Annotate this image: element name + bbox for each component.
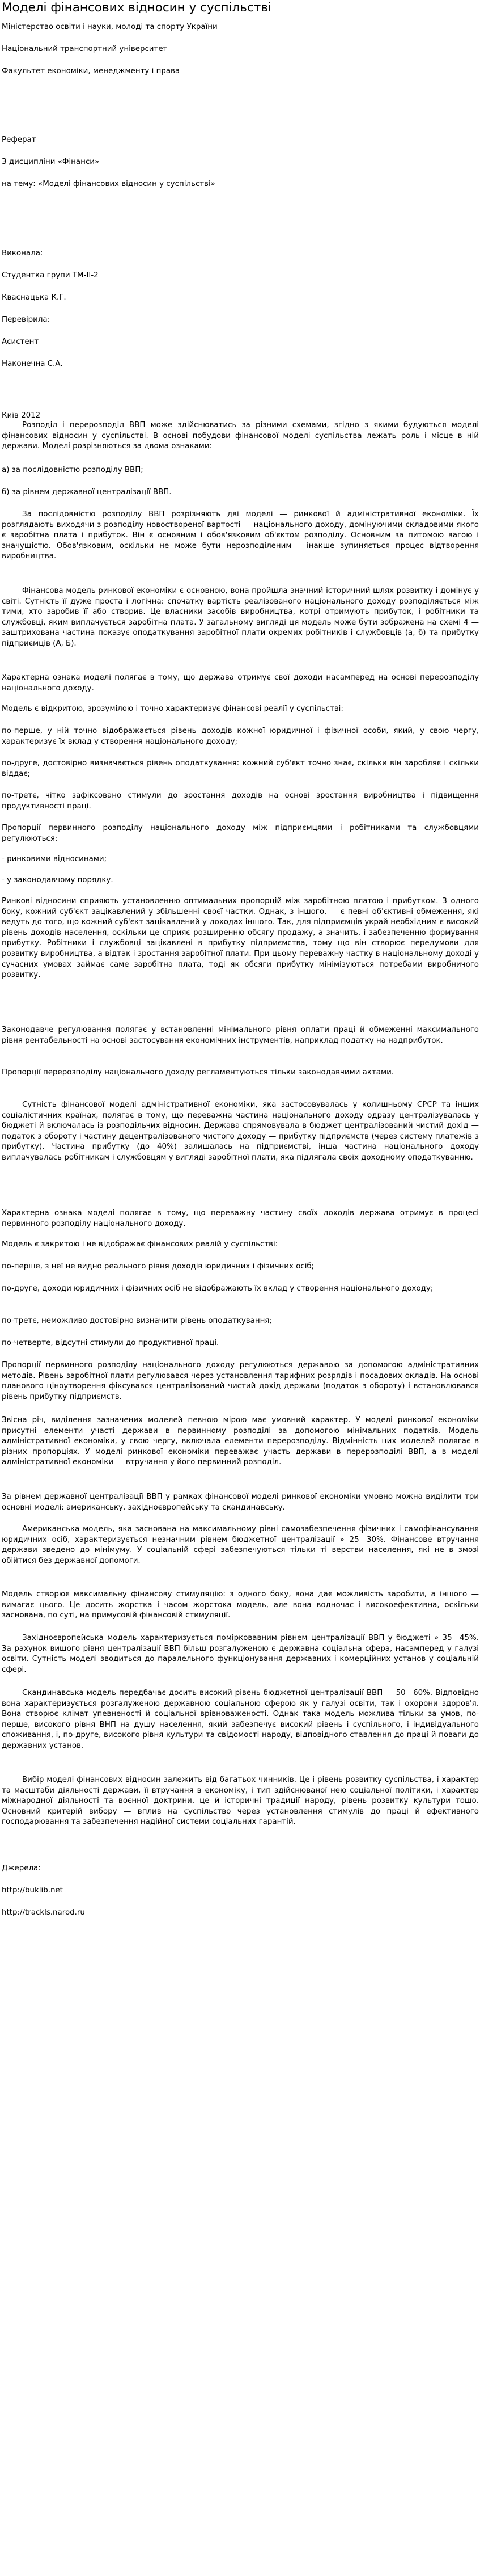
student-name: Кваснацька К.Г. [2,293,66,302]
reviewer-name: Наконечна С.А. [2,360,63,368]
university-line: Національний транспортний університет [2,45,168,53]
reviewer-position: Асистент [2,338,39,346]
reviewer-label: Перевірила: [2,315,50,324]
student-group: Студентка групи ТМ-ІІ-2 [2,271,99,280]
paragraph: Пропорції первинного розподілу національного доходу регулюються державою за допомогою адміністративних методів. Рівень заробітної плати регулювався через установлення тарифних розрядів і посадових окладів. На основі планового ціноутворення фіксувався централізований чистий дохід держави (податок з обороту) і встановлювався рівень прибутку підприємств. [2,1361,479,1401]
paragraph: Сутність фінансової моделі адміністративної економіки, яка застосовувалась у колишньому СРСР та інших соціалістичних країнах, полягає в тому, що переважна частина національного доходу одразу централізувалась у бюджеті й включалась із розподільчих відносин. Держава спрямовувала в бюджет централізований чистий дохід — податок з обороту і частину децентралізованого чистого доходу — прибутку підприємств (через систему платежів з прибутку). Частина прибутку (до 40%) залишалась на підприємстві, інша частина національного доходу виплачувалась робітникам і службовцям у вигляді заробітної плати, яка підлягала своїх доходному оподаткуванню. [2,1101,479,1162]
paragraph: по-перше, з неї не видно реального рівня доходів юридичних і фізичних осіб; [2,1262,315,1271]
paragraph: Модель є закритою і не відображає фінансових реалій у суспільстві: [2,1240,278,1249]
topic-line: на тему: «Моделі фінансових відносин у суспільстві» [2,180,215,188]
source-link[interactable]: http://buklib.net [2,1886,63,1895]
paragraph: по-перше, у ній точно відображається рівень доходів кожної юридичної і фізичної особи, який, у свою чергу, характеризує їх вклад у створення національного доходу; [2,727,479,746]
paragraph: За послідовністю розподілу ВВП розрізняють дві моделі — ринкової й адміністративної економіки. Їх розглядають виходячи з розподілу новоствореної вартості — національного доходу, домінуючими складовими якого є заробітна плата і прибуток. Він є основним і обов'язковим об'єктом розподілу. Основним за питомою вагою і значущістю. Обов'язковим, оскільки не може бути нерозподіленим – інакше зупиняється процес відтворення виробництва. [2,510,479,561]
sources-label: Джерела: [2,1864,41,1873]
paragraph: по-третє, чітко зафіксовано стимули до зростання доходів на основі зростання виробництва і підвищення продуктивності праці. [2,791,479,811]
source-link[interactable]: http://trackls.narod.ru [2,1908,85,1917]
faculty-line: Факультет економіки, менеджменту і права [2,67,180,75]
paragraph: а) за послідовністю розподілу ВВП; [2,466,143,474]
ministry-line: Міністерство освіти і науки, молоді та спорту України [2,23,218,31]
document-title: Моделі фінансових відносин у суспільстві [2,1,271,15]
paragraph: Західноєвропейська модель характеризується помірковавним рівнем централізації ВВП у бюджеті » 35—45%. За рахунок вищого рівня централізації ВВП більш розгалуженою є державна соціальна сфера, насамперед у галузі освіти. Сутність моделі зводиться до паралельного функціонування державних і комерційних установ у соціальній сфері. [2,1634,479,1674]
paragraph: Пропорції перерозподілу національного доходу регламентуються тільки законодавчими актами. [2,1068,394,1077]
paragraph: За рівнем державної централізації ВВП у рамках фінансової моделі ринкової економіки умовно можна виділити три основні моделі: американську, західноєвропейську та скандинавську. [2,1493,479,1512]
author-label: Виконала: [2,249,43,258]
paragraph: Законодавче регулювання полягає у встановленні мінімального рівня оплати праці й обмеженні максимального рівня рентабельності на основі застосування економічних інструментів, наприклад податку на надприбуток. [2,1026,479,1045]
paragraph: Модель є відкритою, зрозумілою і точно характеризує фінансові реалії у суспільстві: [2,705,343,713]
paragraph: Скандинавська модель передбачає досить високий рівень бюджетної централізації ВВП — 50—60%. Відповідно вона характеризується розгалуженою державною соціальною сферою як у галузі освіти, так і охорони здоров'я. Вона створює клімат упевненості й соціальної врівноваженості. Однак така модель можлива тільки за умов, по-перше, високого рівня ВНП на душу населення, який забезпечує високий рівень і суспільного, і індивідуального споживання, і, по-друге, високого рівня культури та свідомості народу, відповідного ставлення до праці й поваги до державних установ. [2,1689,479,1750]
paragraph: Звісна річ, виділення зазначених моделей певною мірою має умовний характер. У моделі ринкової економіки присутні елементи участі держави в первинному розподілі за допомогою мінімальних податків. Модель адміністративної економіки, у свою чергу, включала елементи перерозподілу. Відмінність цих моделей полягає в різних пропорціях. У моделі ринкової економіки переважає участь держави в перерозподілі ВВП, а в моделі адміністративної економіки — втручання у його первинний розподіл. [2,1416,479,1467]
paragraph: Характерна ознака моделі полягає в тому, що держава отримує свої доходи насамперед на основі перерозподілу національного доходу. [2,673,479,693]
paragraph: Модель створює максимальну фінансову стимуляцію: з одного боку, вона дає можливість заробити, а іншого — вимагає цього. Це досить жорстка і часом жорстока модель, але вона водночас і високоефективна, оскільки заснована, по суті, на примусовій фінансовій стимуляції. [2,1590,479,1620]
paragraph: Вибір моделі фінансових відносин залежить від багатьох чинників. Це і рівень розвитку суспільства, і характер та масштаби діяльності держави, її втручання в економіку, і тип здійснюваної нею соціальної політики, і характер міжнародної діяльності та воєнної доктрини, це й історичні традиції народу, рівень розвитку культури тощо. Основний критерій вибору — вплив на суспільство через установлення стимулів до праці й ефективного господарювання та забезпечення надійної системи соціальних гарантій. [2,1776,479,1827]
paragraph: по-друге, достовірно визначається рівень оподаткування: кожний суб'єкт точно знає, скільки він заробляє і скільки віддає; [2,759,479,778]
paragraph: - у законодавчому порядку. [2,876,113,884]
paragraph: Американська модель, яка заснована на максимальному рівні самозабезпечення фізичних і самофінансування юридичних осіб, характеризується незначним рівнем бюджетної централізації » 25—30%. Фінансове втручання держави зведено до мінімуму. У соціальній сфері забезпечуються тільки ті верстви населення, які не в змозі обійтися без державної допомоги. [2,1525,479,1565]
paragraph: Розподіл і перерозподіл ВВП може здійснюватись за різними схемами, згідно з якими будуються моделі фінансових відносин у суспільстві. В основі побудови фінансової моделі суспільства лежать роль і місце в ній держави. Моделі розрізняються за двома ознаками: [2,421,479,451]
paragraph: по-друге, доходи юридичних і фізичних осіб не відображають їх вклад у створення національного доходу; [2,1284,434,1293]
discipline-line: З дисципліни «Фінанси» [2,158,100,166]
document-type: Реферат [2,136,36,144]
city-year: Київ 2012 [2,411,41,420]
paragraph: Характерна ознака моделі полягає в тому, що переважну частину своїх доходів держава отримує в процесі первинного розподілу національного доходу. [2,1209,479,1228]
paragraph: Фінансова модель ринкової економіки є основною, вона пройшла значний історичний шлях розвитку і домінує у світі. Сутність її дуже проста і логічна: спочатку вартість реалізованого національного доходу розподіляється між тими, хто заробив її або створив. Це власники засобів виробництва, котрі отримують прибуток, і робітники та службовці, яким виплачується заробітна плата. У загальному вигляді ця модель може бути зображена на схемі 4 — заштрихована частина показує оподаткування заробітної плати окремих робітників і службовців (а, б) та прибутку підприємців (А, Б). [2,587,479,648]
paragraph: по-четверте, відсутні стимули до продуктивної праці. [2,1339,219,1347]
paragraph: - ринковими відносинами; [2,855,107,863]
paragraph: Пропорції первинного розподілу національного доходу між підприємцями і робітниками та службовцями регулюються: [2,824,479,843]
paragraph: Ринкові відносини сприяють установленню оптимальних пропорцій між заробітною платою і прибутком. З одного боку, кожний суб'єкт зацікавлений у збільшенні своєї частки. Однак, з іншого, — є певні об'єктивні обмеження, які ведуть до того, що кожний суб'єкт зацікавлений у доходах іншого. Так, для підприємців украй необхідним є високий рівень доходів населення, оскільки це сприяє розширенню обсягу продажу, а значить, і забезпеченню формування прибутку. Робітники і службовці зацікавлені в прибутку підприємства, тому що він створює передумови для розвитку виробництва, а відтак і зростання заробітної плати. При цьому переважну частку в національному доході у сучасних умовах займає саме заробітна плата, тоді як обсяги прибутку мінімізуються потребами виробничого розвитку. [2,897,479,980]
paragraph: по-третє, неможливо достовірно визначити рівень оподаткування; [2,1317,272,1325]
paragraph: б) за рівнем державної централізації ВВП. [2,488,172,496]
